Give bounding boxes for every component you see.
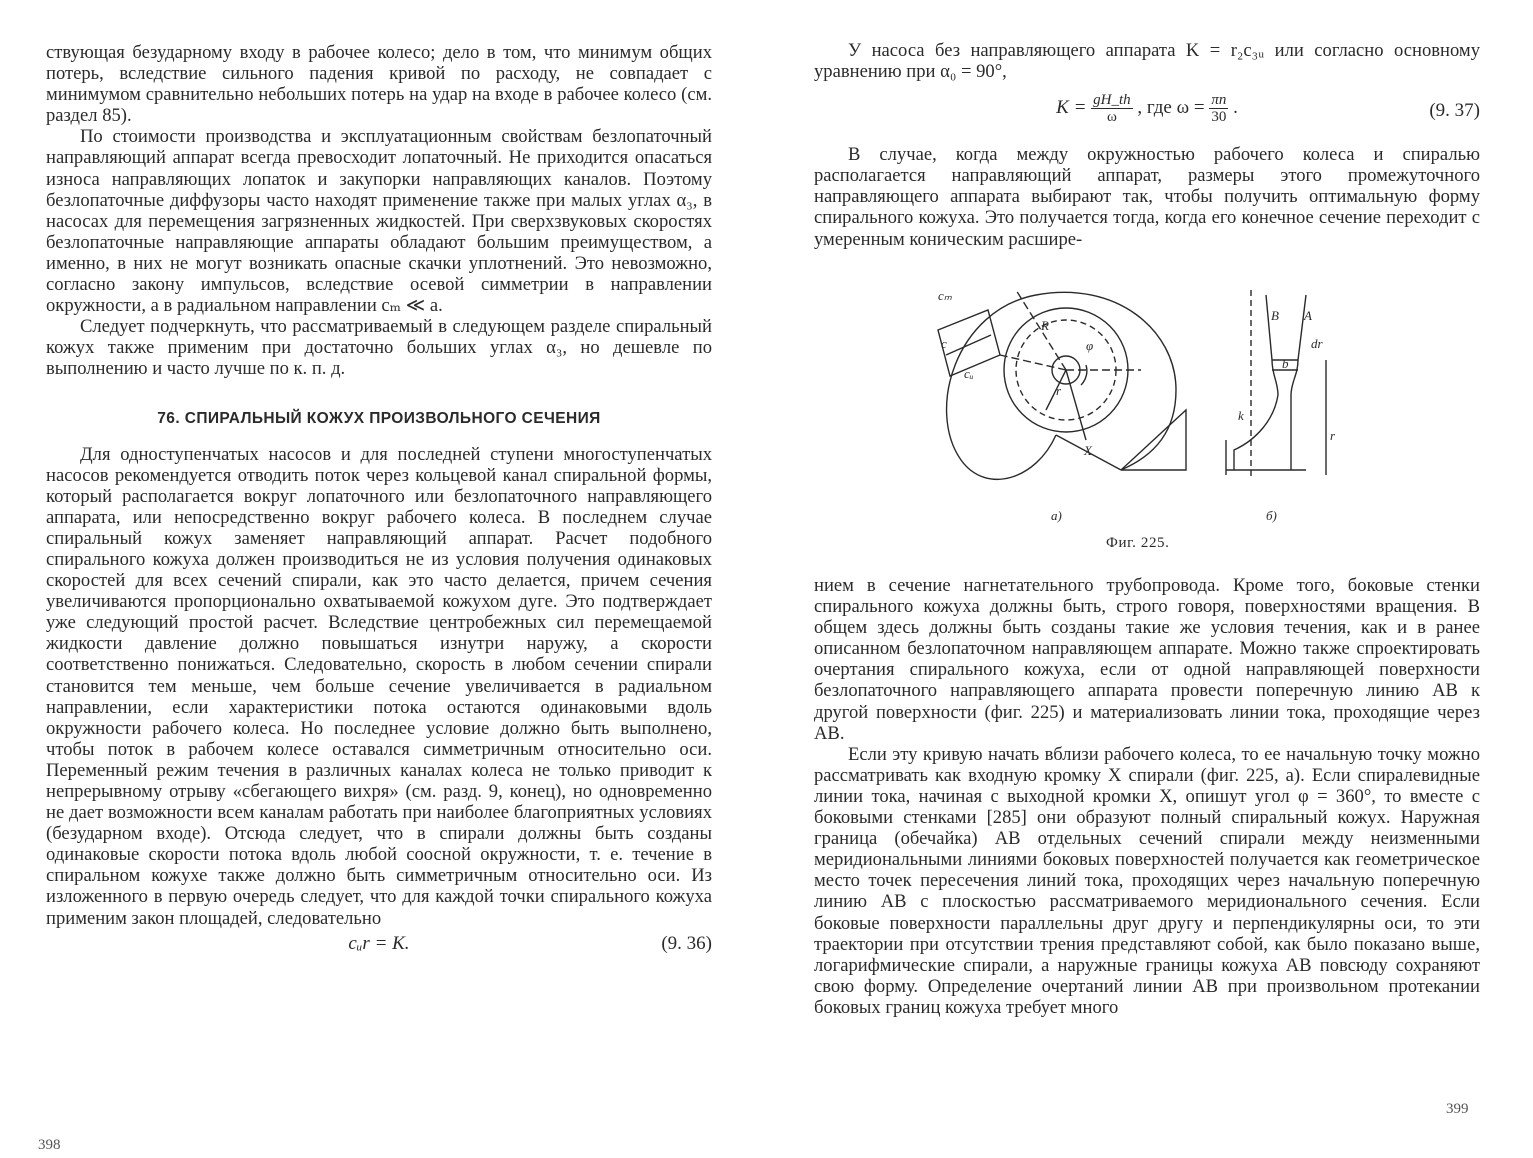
label-dr: dr (1311, 336, 1323, 351)
label-subfig-a: a) (1051, 508, 1062, 523)
equation-label: (9. 36) (661, 932, 712, 954)
section-heading: 76. СПИРАЛЬНЫЙ КОЖУХ ПРОИЗВОЛЬНОГО СЕЧЕНИЯ (157, 409, 601, 427)
equation-end: . (1233, 97, 1238, 119)
paragraph: У насоса без направляющего аппарата K = r₂c₃ᵤ или согласно основному уравнению при α₀ = 90°, (814, 40, 1480, 83)
label-k: k (1238, 408, 1244, 423)
figure-caption: Фиг. 225. (1106, 535, 1170, 551)
label-cu: cᵤ (964, 366, 974, 381)
paragraph: ствующая безударному входу в рабочее колесо; дело в том, что минимум общих потерь, вследствие сильного падения кривой по расходу, не совпадает с минимумом сравнительно небольших потерь на удар на входе в рабочее колесо (см. раздел 85). (46, 42, 712, 127)
casing-wall-left (1266, 295, 1272, 360)
label-B: B (1271, 308, 1279, 323)
fraction-numerator: gH_th (1093, 92, 1131, 109)
label-phi: φ (1086, 338, 1094, 353)
fraction (1091, 92, 1133, 125)
impeller-shroud (1234, 395, 1278, 470)
fraction-denominator: ω (1106, 109, 1117, 126)
equation-text: cᵤr = K. (348, 932, 410, 954)
label-R: R (1041, 318, 1049, 333)
label-r: r (1056, 383, 1062, 398)
equation-9-36 (46, 929, 712, 959)
left-page (0, 0, 766, 1158)
left-column (46, 42, 712, 959)
label-A: A (1304, 308, 1312, 323)
page-number: 399 (1446, 1101, 1469, 1117)
page-number: 398 (38, 1137, 61, 1153)
right-column-top (814, 40, 1480, 250)
figure-225 (886, 270, 1366, 560)
label-X: X (1084, 443, 1092, 458)
equation-9-37 (814, 86, 1480, 134)
label-c: c (941, 336, 947, 351)
paragraph: В случае, когда между окружностью рабочего колеса и спиралью располагается направляющий аппарат, размеры этого промежуточного направляющего аппарата выбирают так, чтобы получить оптимальную форму спирального кожуха. Это получается тогда, когда его конечное сечение переходит с умеренным коническим расшире- (814, 144, 1480, 250)
label-r-meridional: r (1330, 428, 1336, 443)
paragraph: нием в сечение нагнетательного трубопровода. Кроме того, боковые стенки спирального кожуха должны быть, строго говоря, поверхностями вращения. В общем здесь должны быть созданы такие же условия течения, как и в ранее описанном безлопаточном направляющем аппарате. Можно также спроектировать очертания спирального кожуха, если от одной направляющей поверхности безлопаточного направляющего аппарата провести поперечную линию AB к другой поверхности (фиг. 225) и материализовать линии тока, проходящие через AB. (814, 575, 1480, 744)
right-column-bottom (814, 575, 1480, 1018)
equation-label: (9. 37) (1429, 100, 1480, 122)
fraction (1209, 92, 1228, 125)
fraction-denominator: 30 (1211, 109, 1227, 126)
paragraph: Для одноступенчатых насосов и для последней ступени многоступенчатых насосов рекомендуется отводить поток через кольцевой канал спиральной формы, который располагается вокруг лопаточного или безлопаточного направляющего аппарата, или непосредственно вокруг рабочего колеса. В последнем случае спиральный кожух заменяет направляющий аппарат. Расчет подобного спирального кожуха должен производиться не из условия получения одинаковых скоростей для всех сечений спирали, как это часто делается, причем сечения увеличиваются пропорционально охватываемой кожухом дуге. Это подтверждает уже следующий простой расчет. Вследствие центробежных сил перемещаемой жидкости давление должно повышаться изнутри наружу, а скорости соответственно понижаться. Следовательно, скорость в любом сечении спирали становится тем меньше, чем больше сечение увеличивается в радиальном направлении, если характеристики потока остаются одинаковыми вдоль окружности рабочего колеса. Но последнее условие должно быть выполнено, чтобы поток в рабочем колесе оставался симметричным относительно оси. Переменный режим течения в различных каналах колеса не только приводит к непрерывному отрыву «сбегающего вихря» (см. разд. 9, конец), но одновременно не дает возможности всем каналам работать при наиболее благоприятных условиях (безударном входе). Отсюда следует, что в спирали должны быть созданы одинаковые скорости потока вдоль любой соосной окружности, т. е. течение в спиральном кожухе также должно быть симметричным относительно оси. Из изложенного в первую очередь следует, что для каждой точки спирального кожуха применим закон площадей, следовательно (46, 443, 712, 929)
equation-lhs: K = (1056, 97, 1087, 119)
paragraph: Следует подчеркнуть, что рассматриваемый в следующем разделе спиральный кожух также применим при достаточно больших углах α₃, но дешевле по выполнению и часто лучше по к. п. д. (46, 316, 712, 380)
label-subfig-b: б) (1266, 508, 1277, 523)
casing-wall-right (1298, 295, 1306, 360)
equation-where: , где ω = (1137, 97, 1205, 119)
fraction-numerator: πn (1211, 92, 1227, 109)
right-page (766, 0, 1533, 1158)
outlet-duct (1121, 410, 1186, 470)
paragraph: По стоимости производства и эксплуатационным свойствам безлопаточный направляющий аппарат всегда превосходит лопаточный. Не приходится опасаться износа направляющих лопаток и закупорки направляющих каналов. Поэтому безлопаточные диффузоры часто находят применение также при малых углах α₃, в насосах для перемещения загрязненных жидкостей. При сверхзвуковых скоростях безлопаточные направляющие аппараты обладают большим преимуществом, а именно, в них не могут возникать опасные скачки уплотнений. Это невозможно, согласно закону импульсов, вследствие осевой симметрии в направлении окружности, а в радиальном направлении cₘ ≪ a. (46, 126, 712, 317)
label-cm: cₘ (938, 288, 952, 303)
label-b: b (1282, 356, 1289, 371)
paragraph: Если эту кривую начать вблизи рабочего колеса, то ее начальную точку можно рассматривать как входную кромку X спирали (фиг. 225, a). Если спиралевидные линии тока, начиная с выходной кромки X, опишут угол φ = 360°, то вместе с боковыми стенками [285] они образуют полный спиральный кожух. Наружная граница (обечайка) AB отдельных сечений спирали между неизменными меридиональными линиями боковых поверхностей получается как геометрическое место точек пересечения линий тока, проходящих через начальную поперечную линию AB с плоскостью рассматриваемого меридионального сечения. Если боковые поверхности параллельны друг другу и перпендикулярны оси, то эти траектории при отсутствии трения представляют собой, как было показано выше, логарифмические спирали, а наружные границы кожуха AB повсюду сохраняют свою форму. Определение очертаний линии AB при произвольном протекании боковых границ кожуха требует много (814, 743, 1480, 1018)
